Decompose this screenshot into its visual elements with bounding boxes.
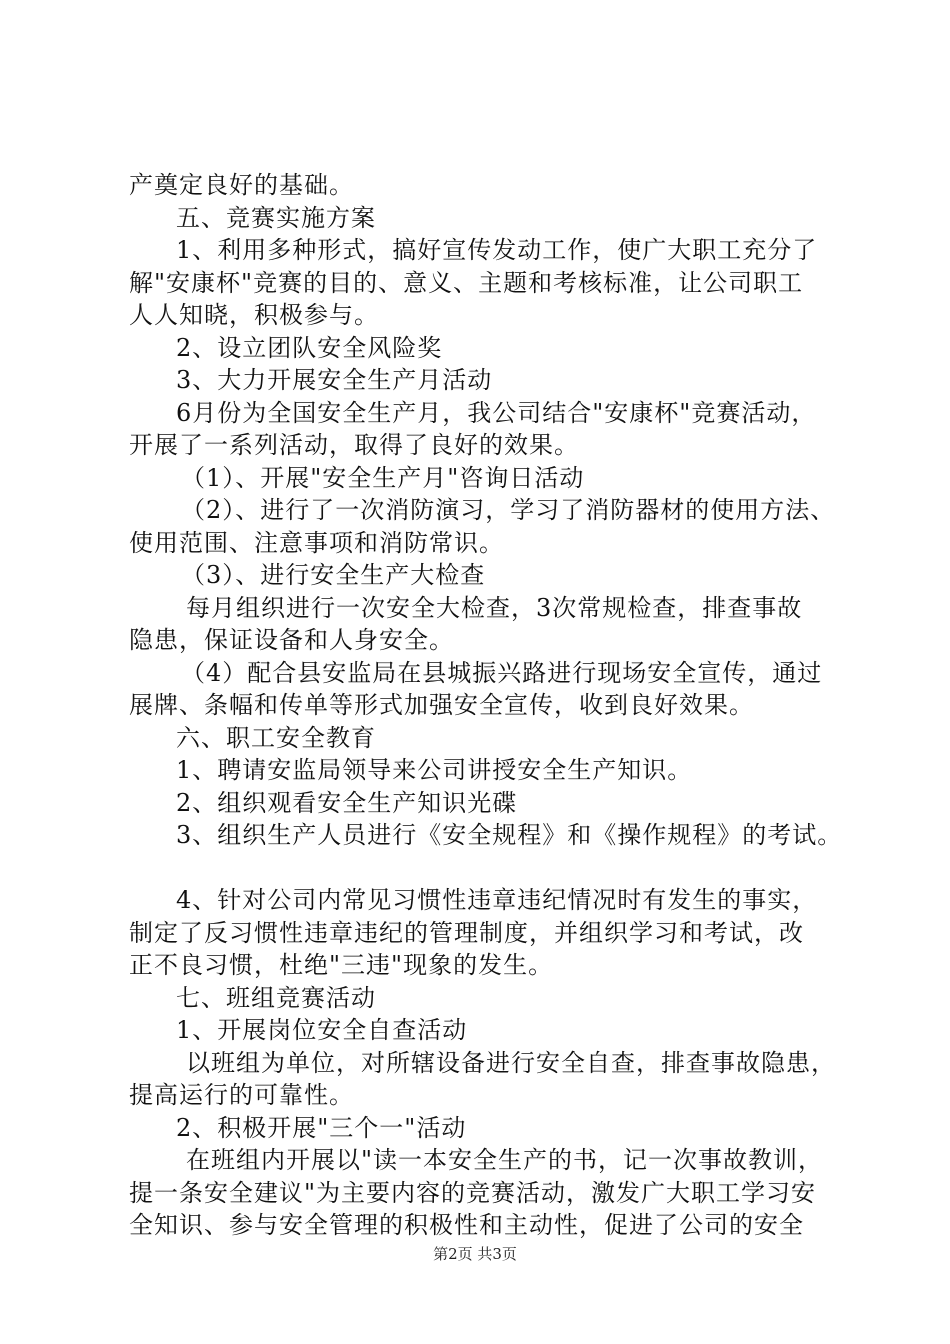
paragraph-line: 隐患，保证设备和人身安全。 xyxy=(129,626,454,654)
paragraph-line: 开展了一系列活动，取得了良好的效果。 xyxy=(129,431,579,459)
paragraph-line: 提高运行的可靠性。 xyxy=(129,1081,354,1109)
page-footer: 第2页 共3页 xyxy=(433,1245,517,1263)
list-item: 3、组织生产人员进行《安全规程》和《操作规程》的考试。 xyxy=(176,821,843,849)
paragraph-line: 全知识、参与安全管理的积极性和主动性，促进了公司的安全 xyxy=(129,1211,804,1239)
paragraph-line: 每月组织进行一次安全大检查，3次常规检查，排查事故 xyxy=(186,593,803,622)
paragraph-line: 人人知晓，积极参与。 xyxy=(129,301,379,329)
list-item: 4、针对公司内常见习惯性违章违纪情况时有发生的事实， xyxy=(176,886,818,914)
list-item: 3、大力开展安全生产月活动 xyxy=(176,366,493,394)
section-heading: 六、职工安全教育 xyxy=(176,723,376,752)
list-item: （3）、进行安全生产大检查 xyxy=(181,561,486,589)
section-heading: 七、班组竞赛活动 xyxy=(176,983,376,1012)
paragraph-line: 1、利用多种形式，搞好宣传发动工作，使广大职工充分了 xyxy=(176,236,818,264)
paragraph-line: 在班组内开展以"读一本安全生产的书，记一次事故教训， xyxy=(186,1146,824,1174)
paragraph-line: 使用范围、注意事项和消防常识。 xyxy=(129,528,504,557)
list-item: 1、聘请安监局领导来公司讲授安全生产知识。 xyxy=(176,756,693,784)
list-item: （2）、进行了一次消防演习，学习了消防器材的使用方法、 xyxy=(181,496,836,524)
list-item: 2、设立团队安全风险奖 xyxy=(176,333,443,362)
paragraph-line: 制定了反习惯性违章违纪的管理制度，并组织学习和考试，改 xyxy=(129,918,804,947)
list-item: 2、积极开展"三个一"活动 xyxy=(176,1113,467,1142)
list-item: 1、开展岗位安全自查活动 xyxy=(176,1016,468,1044)
document-body xyxy=(129,169,859,1242)
paragraph-line: 提一条安全建议"为主要内容的竞赛活动，激发广大职工学习安 xyxy=(129,1178,817,1207)
paragraph-line: 以班组为单位，对所辖设备进行安全自查，排查事故隐患， xyxy=(186,1048,836,1077)
paragraph-line: 6月份为全国安全生产月，我公司结合"安康杯"竞赛活动， xyxy=(176,398,817,427)
list-item: 2、组织观看安全生产知识光碟 xyxy=(176,788,518,817)
list-item: （4）配合县安监局在县城振兴路进行现场安全宣传，通过 xyxy=(181,658,823,687)
list-item: （1）、开展"安全生产月"咨询日活动 xyxy=(181,463,585,492)
paragraph-line: 展牌、条幅和传单等形式加强安全宣传，收到良好效果。 xyxy=(129,691,754,719)
blank-line xyxy=(129,852,859,885)
paragraph-line: 解"安康杯"竞赛的目的、意义、主题和考核标准，让公司职工 xyxy=(129,268,804,297)
paragraph-line: 正不良习惯，杜绝"三违"现象的发生。 xyxy=(129,951,554,979)
paragraph-line: 产奠定良好的基础。 xyxy=(129,171,354,199)
section-heading: 五、竞赛实施方案 xyxy=(176,203,376,232)
